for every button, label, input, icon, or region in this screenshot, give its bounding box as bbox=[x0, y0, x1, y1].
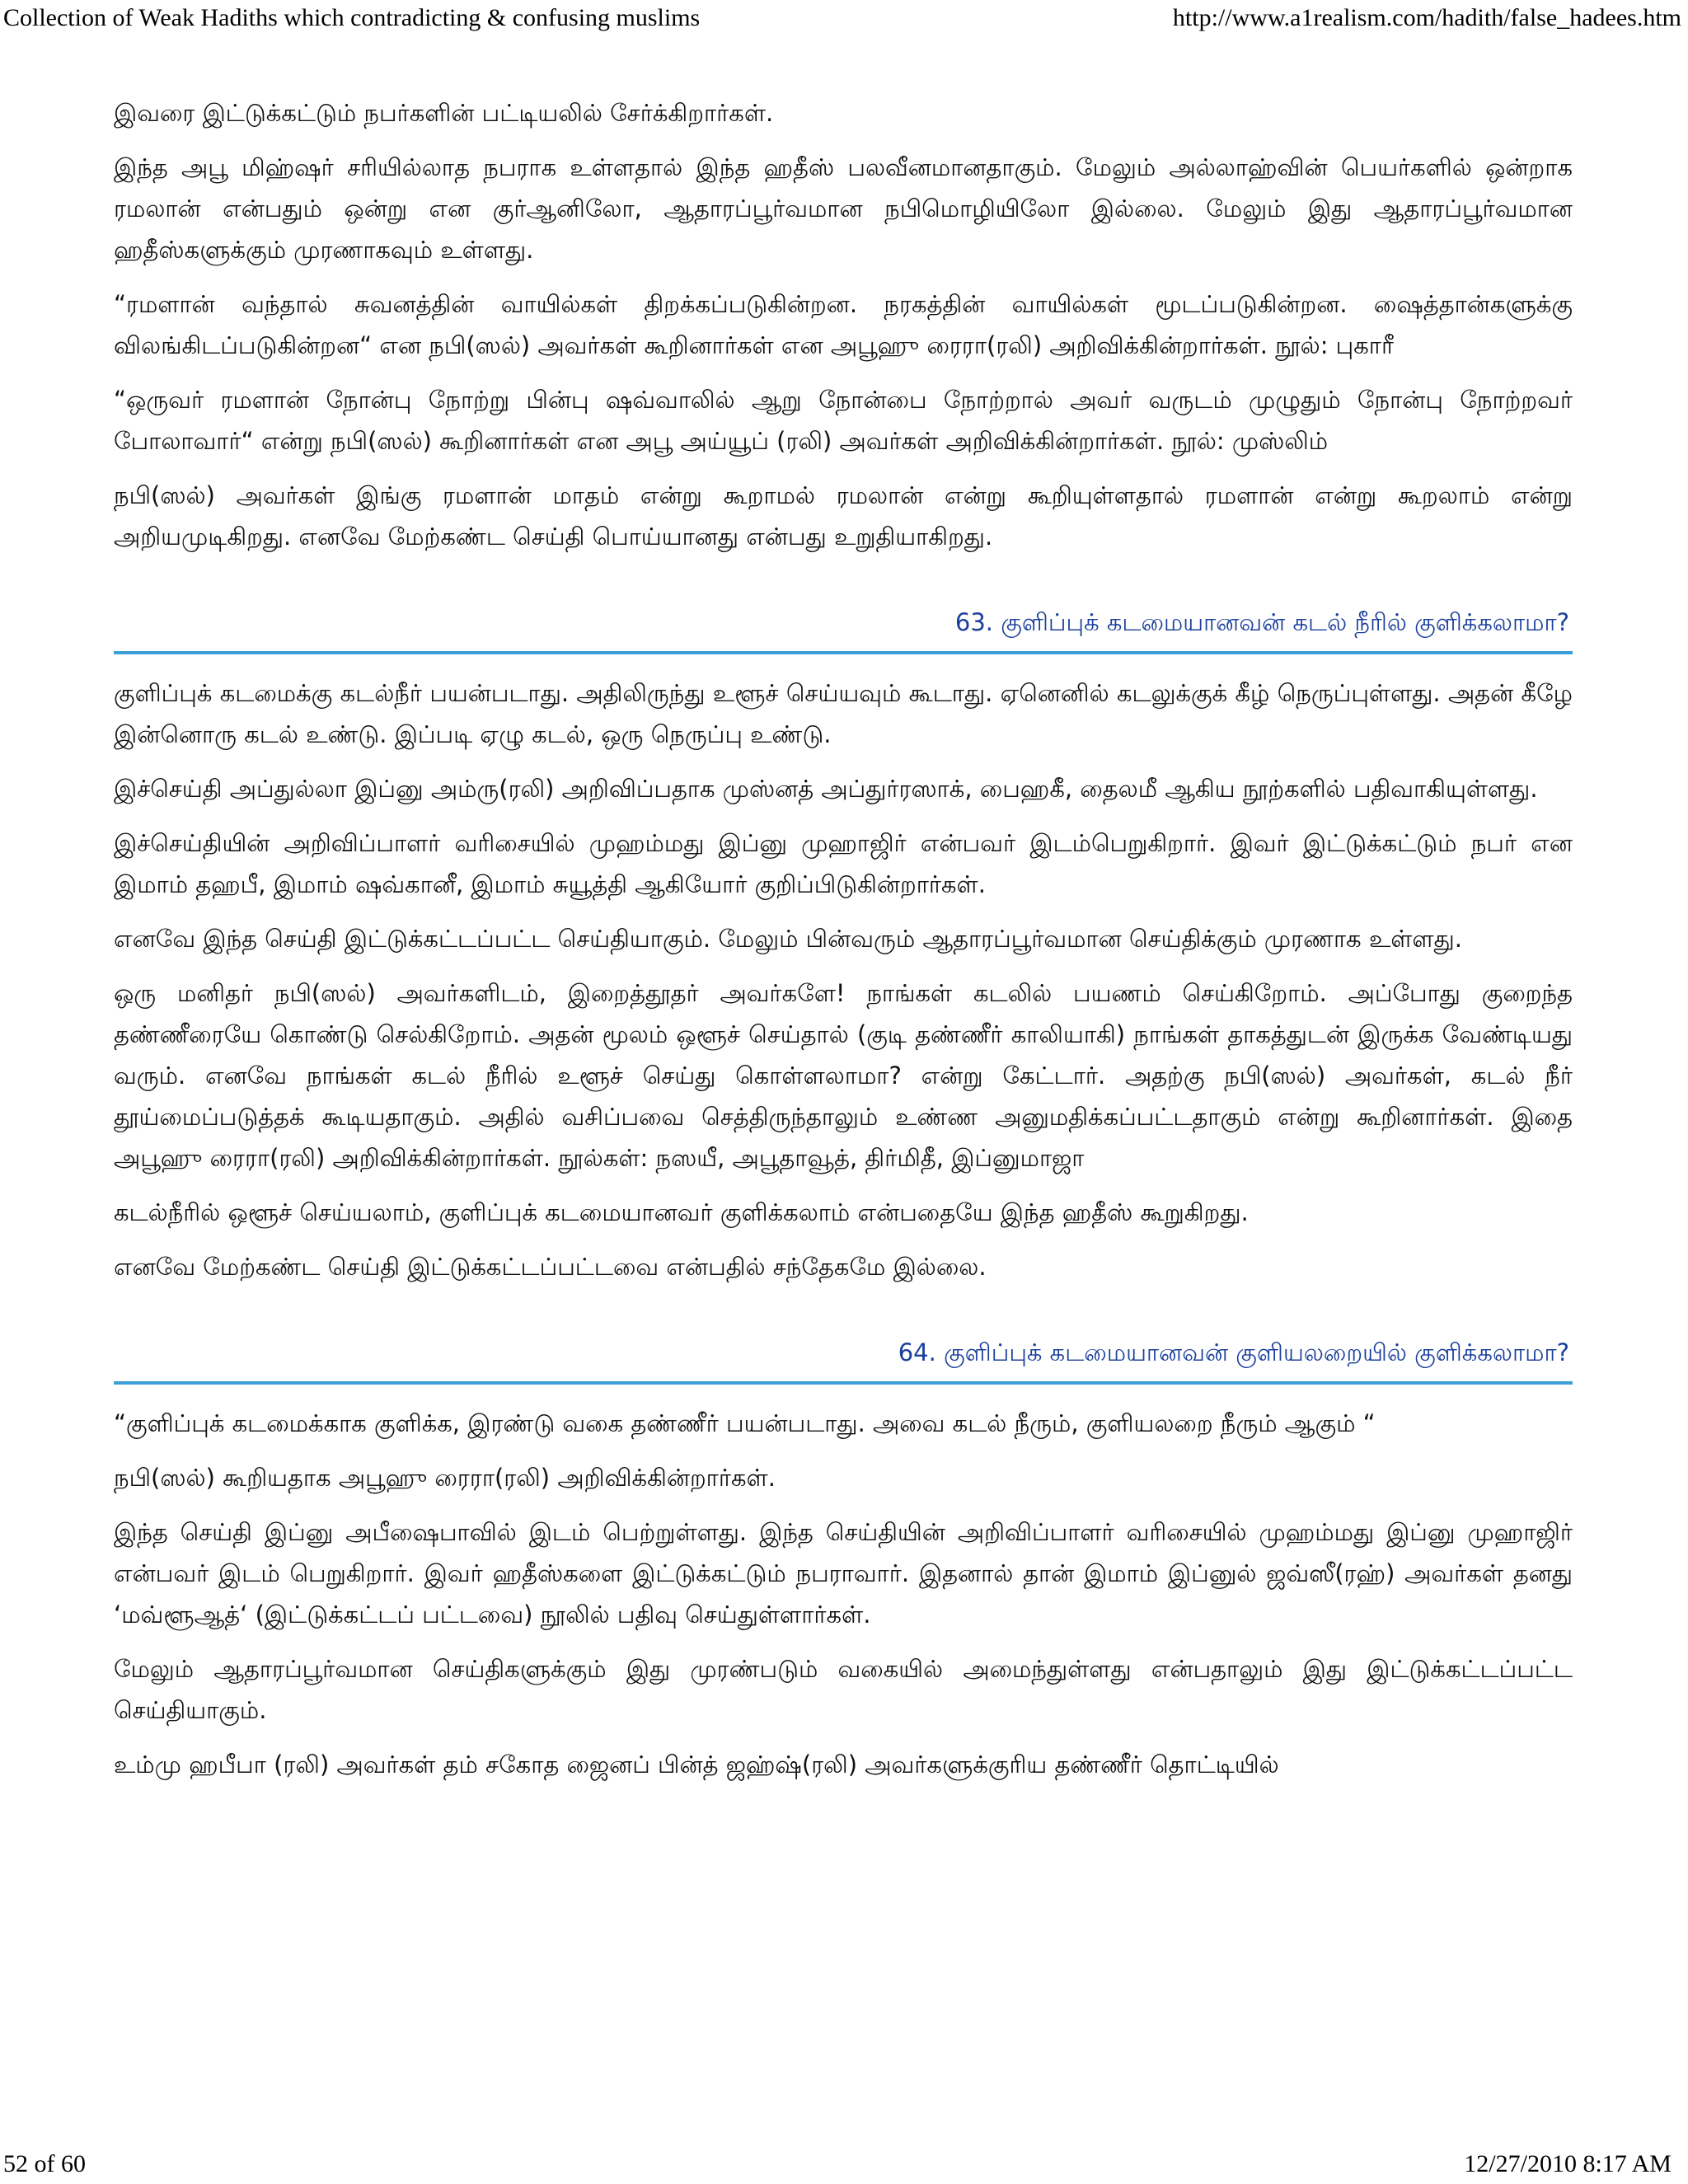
paragraph: இச்செய்தி அப்துல்லா இப்னு அம்ரு(ரலி) அறிவிப்பதாக முஸ்னத் அப்துர்ரஸாக், பைஹகீ, தைலமீ ஆகிய நூற்களில் பதிவாகியுள்ளது. bbox=[114, 775, 1538, 803]
print-header bbox=[0, 0, 1688, 36]
paragraph: மேலும் ஆதாரப்பூர்வமான செய்திகளுக்கும் இது முரண்படும் வகையில் அமைந்துள்ளது என்பதாலும் இது இட்டுக்கட்டப்பட்ட செய்தியாகும். bbox=[114, 1655, 1573, 1724]
section-divider bbox=[114, 651, 1573, 654]
paragraph: இந்த செய்தி இப்னு அபீஷைபாவில் இடம் பெற்றுள்ளது. இந்த செய்தியின் அறிவிப்பாளர் வரிசையில் முஹம்மது இப்னு முஹாஜிர் என்பவர் இடம் பெறுகிறார். இவர் ஹதீஸ்களை இட்டுக்கட்டும் நபராவார். இதனால் தான் இமாம் இப்னுல் ஜவ்ஸீ(ரஹ்) அவர்கள் தனது ‘மவ்ளூஆத்‘ (இட்டுக்கட்டப் பட்டவை) நூலில் பதிவு செய்துள்ளார்கள். bbox=[114, 1518, 1573, 1629]
page-number: 52 of 60 bbox=[3, 2150, 86, 2177]
section-divider bbox=[114, 1381, 1573, 1385]
section-heading-64: 64. குளிப்புக் கடமையானவன் குளியலறையில் குளிக்கலாமா? bbox=[898, 1338, 1569, 1366]
paragraph: நபி(ஸல்) அவர்கள் இங்கு ரமளான் மாதம் என்று கூறாமல் ரமலான் என்று கூறியுள்ளதால் ரமளான் என்று கூறலாம் என்று அறியமுடிகிறது. எனவே மேற்கண்ட செய்தி பொய்யானது என்பது உறுதியாகிறது. bbox=[114, 481, 1573, 551]
paragraph: “ரமளான் வந்தால் சுவனத்தின் வாயில்கள் திறக்கப்படுகின்றன. நரகத்தின் வாயில்கள் மூடப்படுகின்றன. ஷைத்தான்களுக்கு விலங்கிடப்படுகின்றன“ என நபி(ஸல்) அவர்கள் கூறினார்கள் என அபூஹு ரைரா(ரலி) அறிவிக்கின்றார்கள். நூல்: புகாரீ bbox=[114, 290, 1573, 359]
page-url[interactable]: http://www.a1realism.com/hadith/false_hadees.htm bbox=[1172, 4, 1681, 31]
paragraph: எனவே மேற்கண்ட செய்தி இட்டுக்கட்டப்பட்டவை என்பதில் சந்தேகமே இல்லை. bbox=[114, 1253, 987, 1281]
paragraph: “குளிப்புக் கடமைக்காக குளிக்க, இரண்டு வகை தண்ணீர் பயன்படாது. அவை கடல் நீரும், குளியலறை நீரும் ஆகும் “ bbox=[114, 1409, 1376, 1437]
document-title: Collection of Weak Hadiths which contradicting & confusing muslims bbox=[3, 4, 701, 31]
paragraph: இந்த அபூ மிஹ்ஷர் சரியில்லாத நபராக உள்ளதால் இந்த ஹதீஸ் பலவீனமானதாகும். மேலும் அல்லாஹ்வின் பெயர்களில் ஒன்றாக ரமலான் என்பதும் ஒன்று என குர்ஆனிலோ, ஆதாரப்பூர்வமான நபிமொழியிலோ இல்லை. மேலும் இது ஆதாரப்பூர்வமான ஹதீஸ்களுக்கும் முரணாகவும் உள்ளது. bbox=[114, 153, 1573, 264]
paragraph: எனவே இந்த செய்தி இட்டுக்கட்டப்பட்ட செய்தியாகும். மேலும் பின்வரும் ஆதாரப்பூர்வமான செய்திக்கும் முரணாக உள்ளது. bbox=[114, 925, 1462, 953]
article-content bbox=[114, 92, 1573, 1798]
paragraph: நபி(ஸல்) கூறியதாக அபூஹு ரைரா(ரலி) அறிவிக்கின்றார்கள். bbox=[114, 1464, 776, 1492]
paragraph: கடல்நீரில் ஒளூச் செய்யலாம், குளிப்புக் கடமையானவர் குளிக்கலாம் என்பதையே இந்த ஹதீஸ் கூறுகிறது. bbox=[114, 1198, 1249, 1226]
section-heading-63: 63. குளிப்புக் கடமையானவன் கடல் நீரில் குளிக்கலாமா? bbox=[954, 608, 1569, 636]
paragraph: ஒரு மனிதர் நபி(ஸல்) அவர்களிடம், இறைத்தூதர் அவர்களே! நாங்கள் கடலில் பயணம் செய்கிறோம். அப்போது குறைந்த தண்ணீரையே கொண்டு செல்கிறோம். அதன் மூலம் ஒளூச் செய்தால் (குடி தண்ணீர் காலியாகி) நாங்கள் தாகத்துடன் இருக்க வேண்டியது வரும். எனவே நாங்கள் கடல் நீரில் உளூச் செய்து கொள்ளலாமா? என்று கேட்டார். அதற்கு நபி(ஸல்) அவர்கள், கடல் நீர் தூய்மைப்படுத்தக் கூடியதாகும். அதில் வசிப்பவை செத்திருந்தாலும் உண்ண அனுமதிக்கப்பட்டதாகும் என்று கூறினார்கள். இதை அபூஹு ரைரா(ரலி) அறிவிக்கின்றார்கள். நூல்கள்: நஸயீ, அபூதாவூத், திர்மிதீ, இப்னுமாஜா bbox=[114, 979, 1573, 1172]
paragraph: இவரை இட்டுக்கட்டும் நபர்களின் பட்டியலில் சேர்க்கிறார்கள். bbox=[114, 99, 774, 127]
paragraph: இச்செய்தியின் அறிவிப்பாளர் வரிசையில் முஹம்மது இப்னு முஹாஜிர் என்பவர் இடம்பெறுகிறார். இவர் இட்டுக்கட்டும் நபர் என இமாம் தஹபீ, இமாம் ஷவ்கானீ, இமாம் சுயூத்தி ஆகியோர் குறிப்பிடுகின்றார்கள். bbox=[114, 829, 1573, 898]
paragraph: குளிப்புக் கடமைக்கு கடல்நீர் பயன்படாது. அதிலிருந்து உளூச் செய்யவும் கூடாது. ஏனெனில் கடலுக்குக் கீழ் நெருப்புள்ளது. அதன் கீழே இன்னொரு கடல் உண்டு. இப்படி ஏழு கடல், ஒரு நெருப்பு உண்டு. bbox=[114, 679, 1573, 748]
print-datetime: 12/27/2010 8:17 AM bbox=[1464, 2150, 1672, 2177]
print-footer bbox=[0, 2146, 1688, 2184]
paragraph: உம்மு ஹபீபா (ரலி) அவர்கள் தம் சகோத ஜைனப் பின்த் ஜஹ்ஷ்(ரலி) அவர்களுக்குரிய தண்ணீர் தொட்டியில் bbox=[114, 1750, 1279, 1779]
paragraph: “ஒருவர் ரமளான் நோன்பு நோற்று பின்பு ஷவ்வாலில் ஆறு நோன்பை நோற்றால் அவர் வருடம் முழுதும் நோன்பு நோற்றவர் போலாவார்“ என்று நபி(ஸல்) கூறினார்கள் என அபூ அய்யூப் (ரலி) அவர்கள் அறிவிக்கின்றார்கள். நூல்: முஸ்லிம் bbox=[114, 386, 1573, 455]
